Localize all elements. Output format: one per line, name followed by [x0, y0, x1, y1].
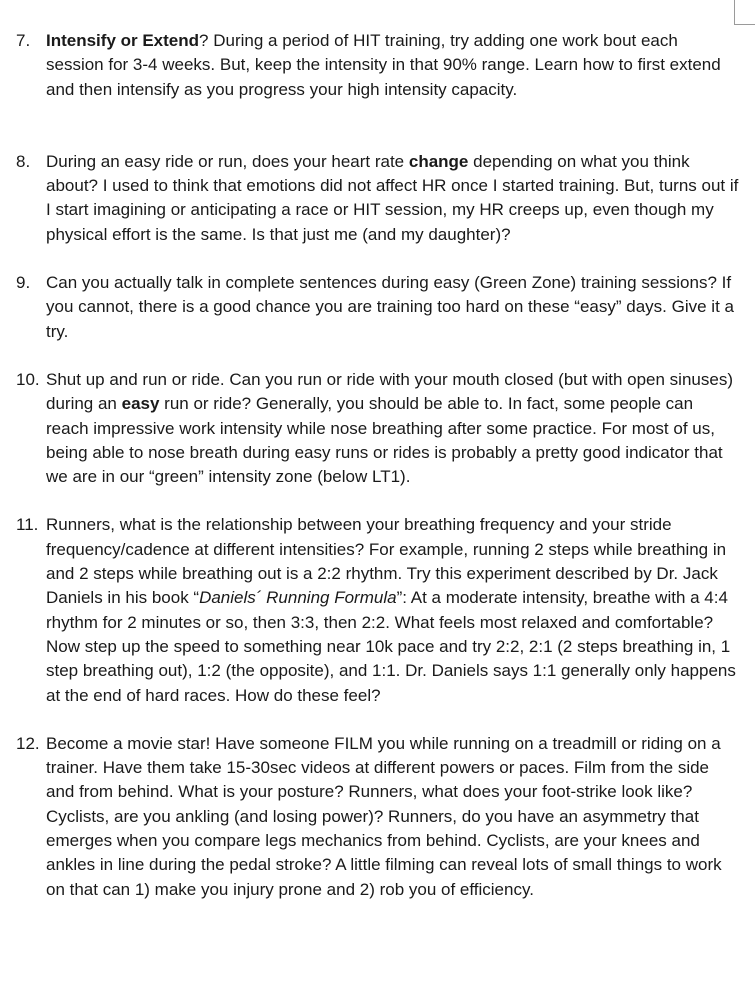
item-number: 7.: [16, 31, 31, 50]
item-text: Can you actually talk in complete sentences during easy (Green Zone) training sessions? If you cannot, there is a good chance you are training too hard on these “easy” days. Give it a try.: [46, 273, 734, 341]
document-body: [16, 29, 740, 902]
item-text: During an easy ride or run, does your heart rate: [46, 151, 409, 171]
item-bold-phrase: easy: [121, 394, 160, 414]
item-text: depending on what you think about? I used to think that emotions did not affect HR once I started training. But, turns out if I start imagining or anticipating a race or HIT session, my HR creeps up, even though my physical effort is the same. Is that just me (and my daughter)?: [46, 151, 739, 244]
item-number: 9.: [16, 273, 31, 293]
list-item-11: [16, 513, 740, 707]
item-number: 10.: [16, 369, 40, 389]
item-bold-phrase: Intensify or Extend: [46, 31, 200, 50]
item-text: Become a movie star! Have someone FILM you while running on a treadmill or riding on a trainer. Have them take 15-30sec videos at different powers or paces. Film from the side and from behind. What is your posture? Runners, what does your foot-strike look like? Cyclists, are you ankling (and losing power)? Runners, do you have an asymmetry that emerges when you compare legs mechanics from behind. Cyclists, are your knees and ankles in line during the pedal stroke? A little filming can reveal lots of small things to work on that can 1) make you injury prone and 2) rob you of efficiency.: [46, 733, 722, 899]
list-item-12: [16, 732, 740, 902]
item-number: 11.: [16, 515, 39, 535]
item-bold-phrase: change: [408, 151, 469, 171]
item-number: 8.: [16, 151, 31, 171]
book-title: Daniels´ Running Formula: [199, 588, 397, 608]
item-text: ”: At a moderate intensity, breathe with a 4:4 rhythm for 2 minutes or so, then 3:3, then 2:2. What feels most relaxed and comfortable? Now step up the speed to something near 10k pace and try 2:2, 2:1 (2 steps breathing in, 1 step breathing out), 1:2 (the opposite), and 1:1. Dr. Daniels says 1:1 generally only happens at the end of hard races. How do these feel?: [46, 588, 736, 705]
page-corner-mark: [734, 0, 755, 25]
item-text: Shut up and run or ride. Can you run or ride with your mouth closed (but with open sinuses) during an: [46, 369, 733, 414]
list-item-9: [16, 271, 740, 344]
list-item-7: [16, 29, 740, 102]
item-number: 12.: [16, 733, 40, 753]
item-text: run or ride? Generally, you should be able to. In fact, some people can reach impressive work intensity while nose breathing after some practice. For most of us, being able to nose breath during easy runs or rides is probably a pretty good indicator that we are in our “green” intensity zone (below LT1).: [46, 394, 723, 487]
list-item-8: [16, 150, 740, 247]
item-text: Runners, what is the relationship between your breathing frequency and your stride frequency/cadence at different intensities? For example, running 2 steps while breathing in and 2 steps while breathing out is a 2:2 rhythm. Try this experiment described by Dr. Jack Daniels in his book “: [46, 515, 727, 608]
item-text: ? During a period of HIT training, try adding one work bout each session for 3-4 weeks. But, keep the intensity in that 90% range. Learn how to first extend and then intensify as you progress your high intensity capacity.: [46, 31, 721, 99]
list-item-10: [16, 368, 740, 489]
